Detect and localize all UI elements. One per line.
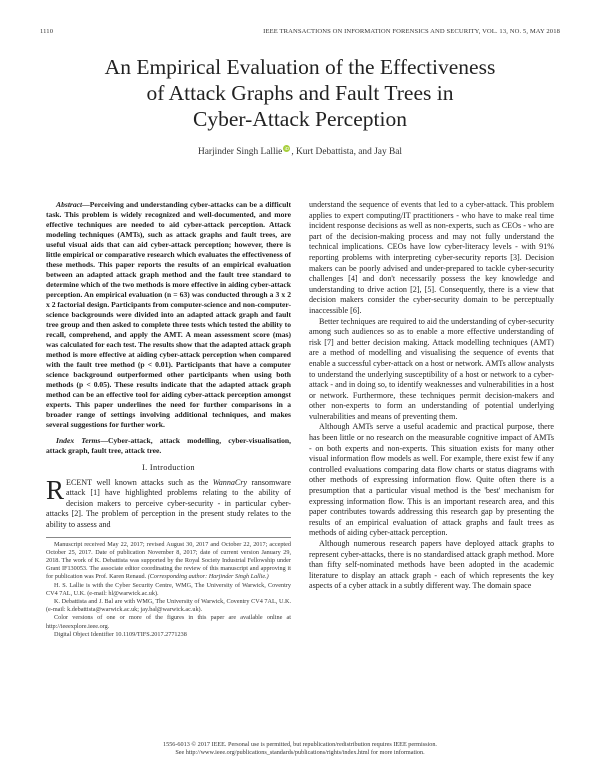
footnote-manuscript: Manuscript received May 22, 2017; revised August 30, 2017 and October 22, 2017; accepted October 25, 2017. Date of publication November 8, 2017; date of current version January 29, 2018. The work of K. Debattista was supported by the Royal Society Industrial Fellowship under Grant IF130053. The associate editor coordinating the review of this manuscript and approving it for publication was Prof. Karen Renaud. (Corresponding author: Harjinder Singh Lallie.) [46, 540, 291, 581]
body-paragraph: understand the sequence of events that led to a cyber-attack. This problem applies to expert computing/IT practitioners - who have to make real time incident response decisions as well as non-experts, such as CEOs - who are part of the decision-making process and may not fully understand the technical implications. CEOs have low cyber-literacy levels - with 91% reporting problems with interpreting cyber-security reports [3]. Decision makers can be poorly advised and under-prepared to tackle cyber-security challenges [4] and don't necessarily possess the key knowledge and understanding to drive action [2], [5]. Consequently, there is a view that decision makers consider the cyber-security domain to be perceptually inaccessible [6]. [309, 200, 554, 315]
coauthor-names: , Kurt Debattista, and Jay Bal [291, 147, 402, 157]
left-column [46, 200, 291, 639]
title-line: Cyber-Attack Perception [193, 107, 407, 131]
lead-caps: ECENT [66, 477, 93, 487]
footnotes [46, 537, 291, 639]
abstract-text: —Perceiving and understanding cyber-attacks can be a difficult task. This problem is widely recognized and well-documented, and more effective techniques are needed to aid cyber-attack perception. Attack modeling techniques (AMTs), such as attack graphs and fault trees, are useful visual aids that can aid cyber-attack perception; however, there is little empirical or comparative research which evaluates the effectiveness of these methods. This paper reports the results of an empirical evaluation between an adapted attack graph method and the fault tree standard to determine which of the two methods is more effective in aiding cyber-attack perception. An empirical evaluation (n = 63) was conducted through a 3 x 2 x 2 factorial design. Participants from computer-science and non-computer-science backgrounds were divided into an adapted attack graph and fault tree group and then asked to complete three tests which tested the ability to recall, comprehend, and apply the AMT. A mean assessment score (mas) was calculated for each test. The results show that the adapted attack graph method is more effective at aiding cyber-attack perception when compared with the fault tree method (p < 0.01). Participants that have a computer science background outperformed other participants when using both methods (p < 0.05). These results indicate that the adapted attack graph method can be an effective tool for aiding cyber-attack perception amongst experts. This paper underlines the need for further comparisons in a broader range of settings involving additional techniques, and makes several suggestions for further work. [46, 200, 292, 429]
paper-title [40, 54, 560, 132]
orcid-icon[interactable]: iD [284, 146, 290, 151]
introduction-paragraph [46, 474, 292, 531]
page-number: 1110 [40, 28, 54, 35]
section-heading: I. Introduction [142, 463, 195, 472]
footnote-affiliation: K. Debattista and J. Bal are with WMG, The University of Warwick, Coventry CV4 7AL, U.K. (e-mail: k.debattista@warwick.ac.uk; jay.bal@warwick.ac.uk). [46, 597, 291, 614]
body-paragraph: Although AMTs serve a useful academic and practical purpose, there has been little or no research on the measurable cognitive impact of AMTs - on both experts and non-experts. This situation exists for many other visual information flow models as well. For example, there exist few if any controlled evaluations comparing data flow charts or status diagrams with other methods of expressing information flow. Quite often there is a presumption that a particular visual method is the 'best' mechanism for expressing information flow. This is an important research area, and this paper contributes towards addressing this research gap by presenting the results of an empirical evaluation of attack graphs and fault trees as methods of aiding cyber-attack perception. [309, 422, 554, 538]
corresponding-author: (Corresponding author: Harjinder Singh Lallie.) [147, 573, 269, 581]
footnote-color: Color versions of one or more of the figures in this paper are available online at http://ieeexplore.ieee.org. [46, 614, 291, 630]
index-terms-text: —Cyber-attack, attack modelling, cyber-visualisation, attack graph, fault tree, attack tree. [46, 436, 291, 455]
journal-header: IEEE TRANSACTIONS ON INFORMATION FORENSICS AND SECURITY, VOL. 13, NO. 5, MAY 2018 [263, 28, 560, 35]
author-name: Harjinder Singh Lallie [197, 147, 283, 157]
intro-text-a: well known attacks such as the [92, 477, 213, 487]
footnote-doi: Digital Object Identifier 10.1109/TIFS.2017.2771238 [54, 630, 187, 638]
running-header [40, 28, 560, 40]
intro-text-b: ransomware attack [1] have highlighted problems relating to the ability of decision makers to perceive cyber-security - in particular cyber-attacks [2]. The problem of perception in the present study relates to the ability to assess and [46, 477, 292, 529]
footnote-affiliation: H. S. Lallie is with the Cyber Security Centre, WMG, The University of Warwick, Coventry CV4 7AL, U.K. (e-mail: hl@warwick.ac.uk). [46, 581, 291, 597]
abstract-label: Abstract [56, 200, 83, 209]
index-terms [46, 436, 291, 456]
copyright-line: 1556-6013 © 2017 IEEE. Personal use is permitted, but republication/redistribution requires IEEE permission. [163, 741, 437, 748]
title-line: of Attack Graphs and Fault Trees in [146, 81, 454, 105]
index-terms-label: Index Terms [56, 436, 101, 445]
author-list [40, 145, 560, 157]
copyright-footer [40, 741, 560, 758]
right-column [309, 200, 554, 592]
intro-italic: WannaCry [212, 477, 248, 487]
body-paragraph: Although numerous research papers have deployed attack graphs to represent cyber-attacks, there is no standardised attack graph method. More than fifty self-nominated methods have been adopted in the academic literature to display an attack graph - each of which represents the key aspects of a cyber attack in a subtly different way. The domain space [309, 539, 554, 591]
abstract [46, 200, 291, 430]
body-paragraph: Better techniques are required to aid the understanding of cyber-security among such audiences so as to enable a more effective understanding of risk [7] and better decision making. Attack modelling techniques (AMT) are a method of modelling and visualising the sequence of events that enable a successful cyber-attack on a host or network. AMTs allow analysts to understand the underlying susceptibility of a host or network to a cyber-attack - and in doing so, to identify weaknesses and vulnerabilities in a host or network. Furthermore, these techniques permit decision-makers and other non-experts to form an understanding of potential underlying vulnerabilities and means of preventing them. [309, 316, 554, 421]
title-line: An Empirical Evaluation of the Effectiveness [104, 55, 496, 79]
drop-cap: R [46, 474, 65, 505]
copyright-link[interactable]: See http://www.ieee.org/publications_standards/publications/rights/index.html for more information. [175, 749, 425, 757]
